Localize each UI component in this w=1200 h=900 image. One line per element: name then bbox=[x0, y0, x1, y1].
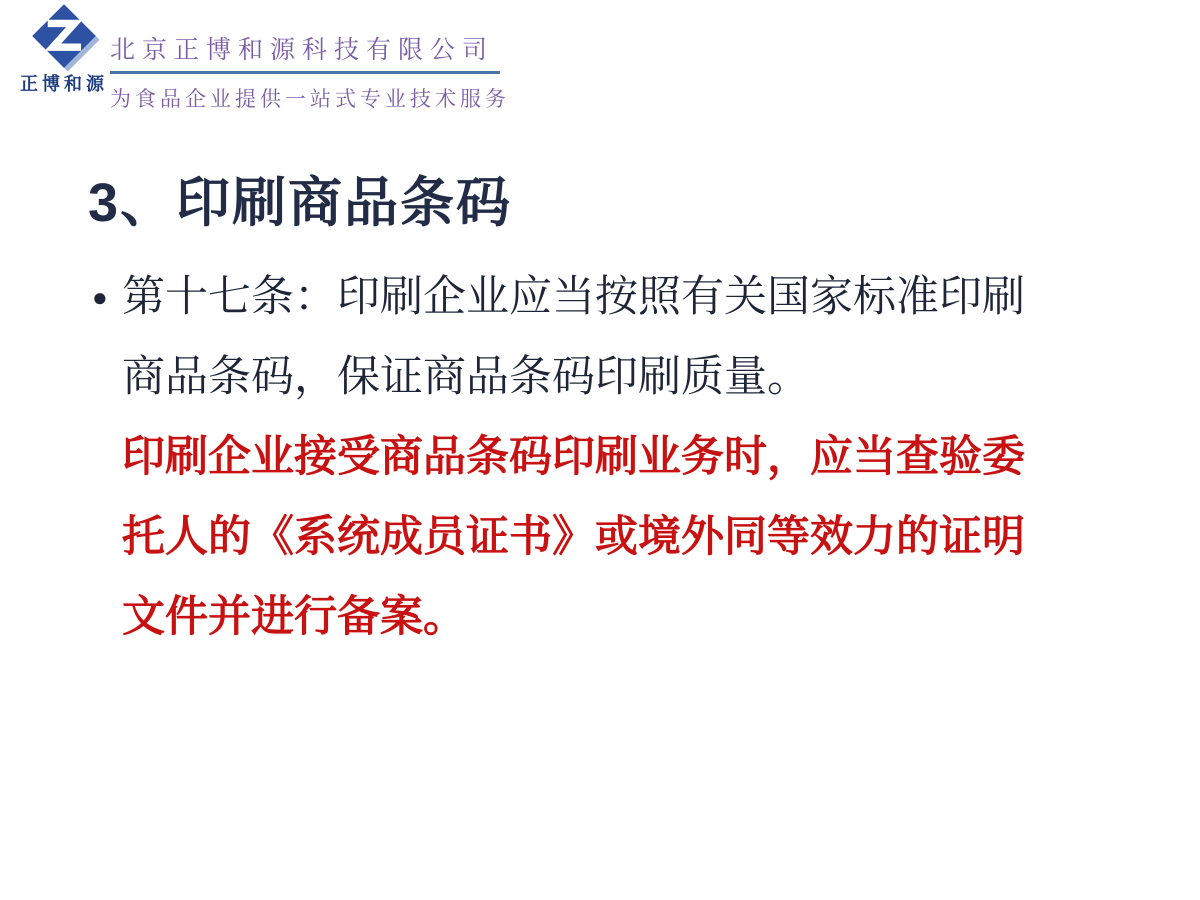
company-tagline: 为食品企业提供一站式专业技术服务 bbox=[110, 88, 510, 111]
company-name: 北京正博和源科技有限公司 bbox=[110, 36, 495, 64]
bullet-item bbox=[92, 257, 1052, 657]
brand-header bbox=[0, 0, 560, 111]
brand-underline-divider bbox=[110, 71, 500, 74]
company-block bbox=[110, 30, 530, 113]
slide-title: 3、印刷商品条码 bbox=[88, 173, 513, 234]
logo-z-diamond-icon bbox=[22, 2, 106, 76]
company-logo bbox=[12, 0, 116, 100]
regulation-text: 第十七条：印刷企业应当按照有关国家标准印刷商品条码，保证商品条码印刷质量。 bbox=[122, 273, 1025, 401]
regulation-emphasis-text: 印刷企业接受商品条码印刷业务时，应当查验委托人的《系统成员证书》或境外同等效力的证明文件并进行备案。 bbox=[122, 433, 1025, 641]
bullet-point-marker: ● bbox=[92, 282, 108, 312]
logo-wordmark: 正博和源 bbox=[20, 74, 108, 94]
